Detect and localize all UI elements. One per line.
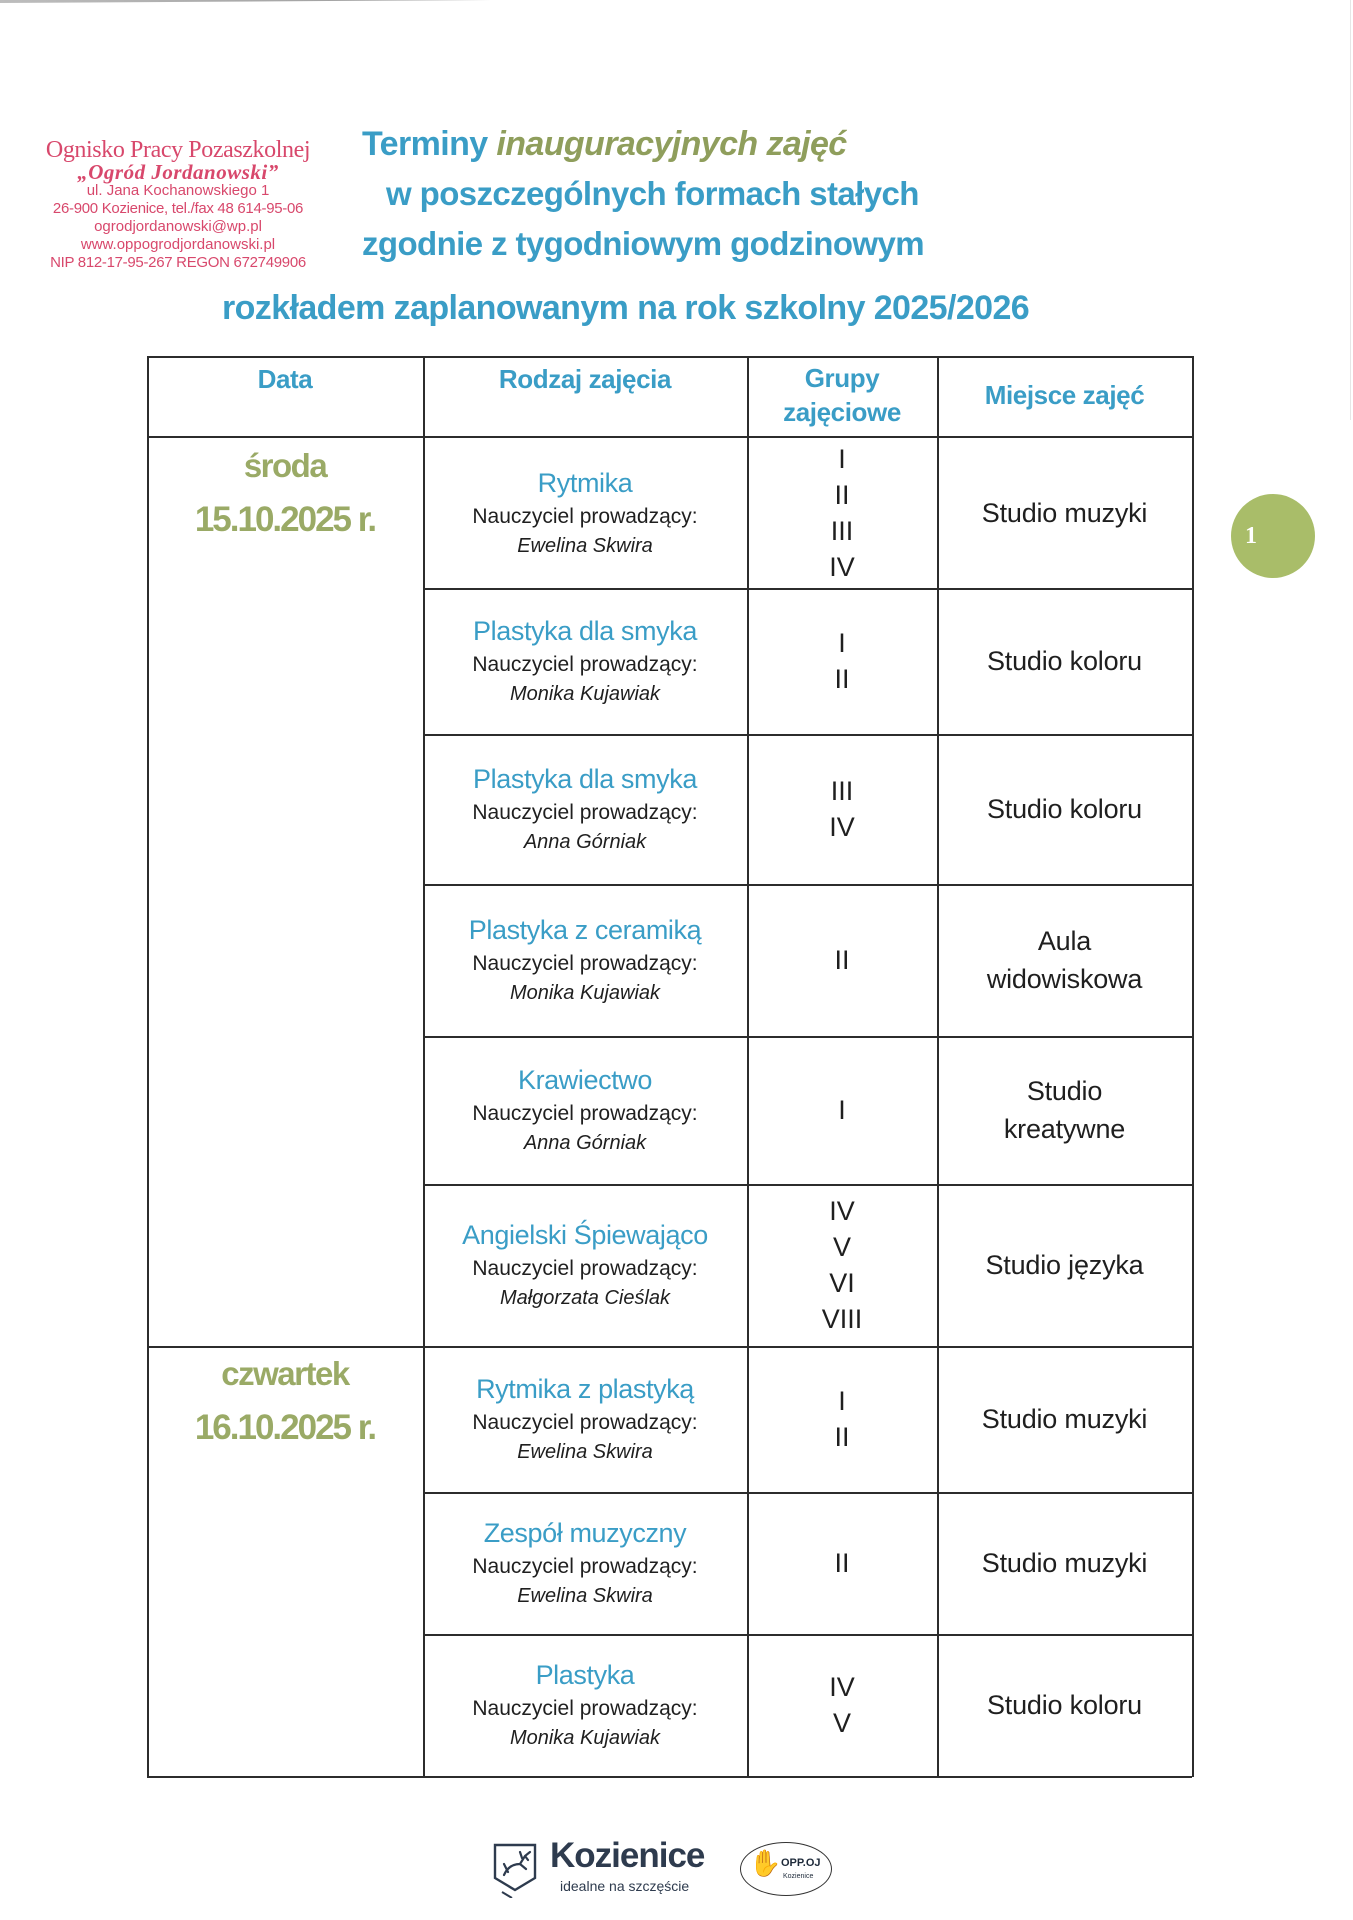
teacher-name: Monika Kujawiak — [509, 1727, 661, 1749]
activity-cell — [423, 438, 747, 588]
place-line-1: Studio koloru — [987, 794, 1142, 824]
place-line-1: Studio — [1026, 1076, 1103, 1106]
scan-edge-line-right — [1350, 0, 1351, 420]
opp-logo — [740, 1842, 832, 1896]
place-line-1: Studio muzyki — [981, 498, 1148, 528]
day-date: 15.10.2025 r. — [194, 500, 376, 539]
group-number: III — [830, 516, 854, 546]
teacher-name: Anna Górniak — [523, 831, 647, 853]
table-row-divider — [423, 1492, 1192, 1494]
activity-cell — [423, 1492, 747, 1634]
table-row-divider — [147, 1346, 1192, 1348]
table-column-divider — [747, 356, 749, 1777]
day-cell-thursday — [147, 1346, 423, 1450]
teacher-label: Nauczyciel prowadzący: — [472, 952, 698, 975]
place-cell — [937, 1634, 1192, 1776]
teacher-name: Ewelina Skwira — [517, 535, 653, 557]
institution-stamp — [8, 138, 348, 273]
teacher-label: Nauczyciel prowadzący: — [472, 505, 698, 528]
activity-cell — [423, 1346, 747, 1492]
table-row-divider — [423, 588, 1192, 590]
activity-name: Rytmika z plastyką — [476, 1374, 694, 1404]
header-place-label: Miejsce zajęć — [984, 380, 1145, 410]
stamp-institution-subtitle: „Ogród Jordanowski” — [77, 160, 279, 184]
table-row-divider — [423, 884, 1192, 886]
group-number: III — [830, 776, 854, 806]
teacher-name: Anna Górniak — [523, 1132, 647, 1154]
stamp-city-phone: 26-900 Kozienice, tel./fax 48 614-95-06 — [52, 200, 304, 217]
groups-cell — [747, 1184, 937, 1346]
activity-cell — [423, 884, 747, 1036]
group-number: V — [832, 1708, 851, 1738]
group-number: I — [838, 1095, 846, 1125]
place-line-1: Studio muzyki — [981, 1548, 1148, 1578]
place-line-1: Studio języka — [985, 1250, 1144, 1280]
place-cell — [937, 1036, 1192, 1184]
groups-cell — [747, 1492, 937, 1634]
teacher-name: Małgorzata Cieślak — [499, 1287, 671, 1309]
day-name: czwartek — [221, 1355, 349, 1392]
table-row-divider — [423, 1036, 1192, 1038]
header-groups-line2: zajęciowe — [783, 397, 901, 427]
group-number: I — [838, 628, 846, 658]
table-column-divider — [937, 356, 939, 1777]
header-groups-line1: Grupy — [804, 363, 880, 393]
teacher-label: Nauczyciel prowadzący: — [472, 1697, 698, 1720]
table-column-divider — [423, 356, 425, 1777]
hand-print-icon: ✋ — [749, 1848, 782, 1878]
group-number: IV — [829, 552, 855, 582]
title-line-3: zgodnie z tygodniowym godzinowym — [362, 225, 924, 262]
title-line-4: rozkładem zaplanowanym na rok szkolny 2025/2026 — [222, 289, 1030, 327]
group-number: VI — [829, 1268, 855, 1298]
teacher-label: Nauczyciel prowadzący: — [472, 653, 698, 676]
title-prefix: Terminy — [362, 125, 497, 163]
group-number: II — [834, 1422, 850, 1452]
day-name: środa — [243, 447, 327, 484]
stamp-institution-name: Ognisko Pracy Pozaszkolnej — [45, 137, 311, 163]
table-row-divider — [423, 1634, 1192, 1636]
activity-name: Plastyka z ceramiką — [468, 915, 702, 945]
page-number: 1 — [1245, 522, 1257, 549]
groups-cell — [747, 1346, 937, 1492]
title-line-1 — [362, 124, 847, 164]
group-number: IV — [829, 812, 855, 842]
teacher-name: Ewelina Skwira — [517, 1585, 653, 1607]
place-line-1: Studio koloru — [987, 646, 1142, 676]
groups-cell — [747, 588, 937, 734]
stamp-nip-regon: NIP 812-17-95-267 REGON 672749906 — [50, 254, 306, 271]
city-logo-name: Kozienice — [550, 1836, 705, 1875]
activity-name: Angielski Śpiewająco — [462, 1220, 708, 1250]
table-border-top — [147, 356, 1192, 358]
schedule-table — [147, 356, 1192, 1776]
header-date-label: Data — [257, 364, 313, 394]
groups-cell — [747, 884, 937, 1036]
activity-cell — [423, 1184, 747, 1346]
group-number: IV — [829, 1672, 855, 1702]
groups-cell — [747, 438, 937, 588]
table-column-divider — [147, 356, 149, 1777]
header-place — [937, 356, 1192, 434]
activity-cell — [423, 1634, 747, 1776]
place-line-1: Studio koloru — [987, 1690, 1142, 1720]
title-accent: inauguracyjnych zajęć — [496, 125, 847, 163]
stamp-street: ul. Jana Kochanowskiego 1 — [86, 182, 270, 199]
day-date: 16.10.2025 r. — [194, 1408, 376, 1447]
place-cell — [937, 1346, 1192, 1492]
page-number-badge — [1231, 494, 1315, 578]
day-cell-wednesday — [147, 438, 423, 542]
teacher-label: Nauczyciel prowadzący: — [472, 1555, 698, 1578]
group-number: V — [832, 1232, 851, 1262]
city-logo-tagline: idealne na szczęście — [560, 1878, 690, 1894]
group-number: II — [834, 1548, 850, 1578]
place-cell — [937, 588, 1192, 734]
table-header-divider — [147, 436, 1192, 438]
header-activity-label: Rodzaj zajęcia — [498, 364, 672, 394]
groups-cell — [747, 1634, 937, 1776]
header-groups — [747, 356, 937, 434]
teacher-label: Nauczyciel prowadzący: — [472, 1102, 698, 1125]
place-line-2: widowiskowa — [986, 964, 1143, 994]
place-cell — [937, 884, 1192, 1036]
shield-deer-icon — [492, 1842, 538, 1898]
stamp-website: www.oppogrodjordanowski.pl — [80, 236, 276, 253]
place-cell — [937, 1184, 1192, 1346]
place-cell — [937, 734, 1192, 884]
teacher-name: Monika Kujawiak — [509, 683, 661, 705]
activity-name: Rytmika — [537, 468, 633, 498]
table-row-divider — [423, 734, 1192, 736]
group-number: VIII — [821, 1304, 863, 1334]
teacher-label: Nauczyciel prowadzący: — [472, 1411, 698, 1434]
group-number: II — [834, 664, 850, 694]
stamp-email: ogrodjordanowski@wp.pl — [94, 218, 262, 235]
activity-cell — [423, 1036, 747, 1184]
group-number: IV — [829, 1196, 855, 1226]
table-column-divider — [1192, 356, 1194, 1777]
teacher-name: Ewelina Skwira — [517, 1441, 653, 1463]
header-date — [147, 356, 423, 440]
activity-name: Plastyka — [535, 1660, 635, 1690]
header-activity — [423, 356, 747, 440]
group-number: I — [838, 1386, 846, 1416]
activity-name: Plastyka dla smyka — [473, 764, 697, 794]
scan-edge-line — [0, 0, 880, 3]
place-cell — [937, 438, 1192, 588]
teacher-label: Nauczyciel prowadzący: — [472, 801, 698, 824]
activity-name: Krawiectwo — [517, 1065, 653, 1095]
teacher-label: Nauczyciel prowadzący: — [472, 1257, 698, 1280]
table-border-bottom — [147, 1776, 1192, 1778]
place-line-1: Studio muzyki — [981, 1404, 1148, 1434]
group-number: II — [834, 480, 850, 510]
teacher-name: Monika Kujawiak — [509, 982, 661, 1004]
group-number: II — [834, 945, 850, 975]
place-line-2: kreatywne — [1003, 1114, 1126, 1144]
table-row-divider — [423, 1184, 1192, 1186]
opp-logo-sub: Kozienice — [783, 1873, 814, 1880]
groups-cell — [747, 734, 937, 884]
activity-name: Plastyka dla smyka — [473, 616, 697, 646]
group-number: I — [838, 444, 846, 474]
place-line-1: Aula — [1037, 926, 1092, 956]
activity-name: Zespół muzyczny — [483, 1518, 687, 1548]
opp-logo-text: OPP.OJ — [781, 1857, 821, 1869]
title-line-2: w poszczególnych formach stałych — [386, 175, 919, 212]
activity-cell — [423, 734, 747, 884]
place-cell — [937, 1492, 1192, 1634]
groups-cell — [747, 1036, 937, 1184]
activity-cell — [423, 588, 747, 734]
